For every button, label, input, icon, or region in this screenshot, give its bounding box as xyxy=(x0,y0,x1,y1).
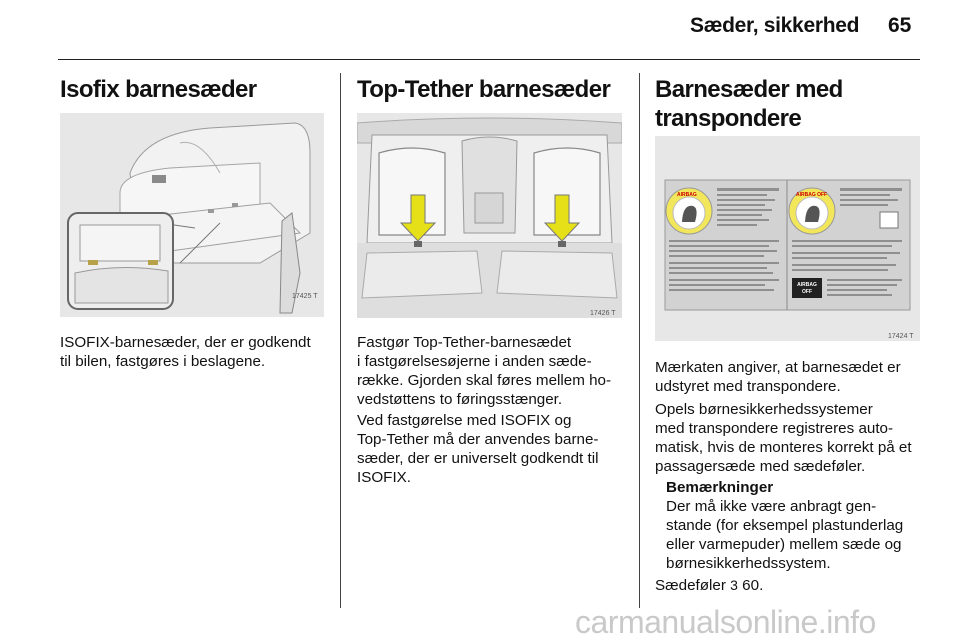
note-box xyxy=(666,478,936,573)
page-number: 65 xyxy=(888,14,912,37)
isofix-seat-illustration xyxy=(60,113,324,317)
isofix-heading: Isofix barnesæder xyxy=(60,76,257,103)
isofix-paragraph: ISOFIX-barnesæder, der er godkendt til bilen, fastgøres i beslagene. xyxy=(60,334,311,370)
column-divider xyxy=(639,73,640,608)
figure-number: 17424 T xyxy=(888,333,914,340)
page-ref-icon: 3 xyxy=(730,577,738,593)
top-tether-paragraph-1: Fastgør Top-Tether-barnesædet i fastgørelsesøjerne i anden sæde- række. Gjorden skal føres mellem ho- vedstøttens to føringsstænger. xyxy=(357,334,612,408)
airbag-off-label: AIRBAG OFF xyxy=(796,192,828,198)
header-divider xyxy=(58,59,920,60)
top-tether-paragraph-2: Ved fastgørelse med ISOFIX og Top-Tether må der anvendes barne- sæder, der er universelt godkendt til ISOFIX. xyxy=(357,412,599,486)
cross-reference xyxy=(655,576,925,595)
transponder-heading: Barnesæder med transpondere xyxy=(655,76,843,132)
watermark: carmanualsonline.info xyxy=(575,604,876,640)
airbag-off-box-line-2: OFF xyxy=(802,289,812,295)
transponder-paragraph-2: Opels børnesikkerhedssystemer med transpondere registreres auto- matisk, hvis de monteres korrekt på et passagersæde med sædeføler. xyxy=(655,401,912,475)
xref-label: Sædeføler xyxy=(655,577,726,594)
figure-number: 17426 T xyxy=(590,310,616,317)
figure-number: 17425 T xyxy=(292,293,318,300)
note-heading: Bemærkninger xyxy=(666,479,774,496)
xref-page[interactable]: 60. xyxy=(742,577,764,594)
section-title: Sæder, sikkerhed xyxy=(690,14,860,37)
column-divider xyxy=(340,73,341,608)
airbag-label: AIRBAG xyxy=(677,192,697,198)
note-body: Der må ikke være anbragt gen- stande (for eksempel plastunderlag eller varmepuder) mellem sæde og børnesikkerhedssystem. xyxy=(666,498,904,572)
top-tether-heading: Top-Tether barnesæder xyxy=(357,76,611,103)
transponder-paragraph-1: Mærkaten angiver, at barnesædet er udstyret med transpondere. xyxy=(655,359,901,395)
top-tether-illustration xyxy=(357,113,622,318)
airbag-off-box-line-1: AIRBAG xyxy=(797,282,817,288)
transponder-label-illustration xyxy=(655,136,920,341)
